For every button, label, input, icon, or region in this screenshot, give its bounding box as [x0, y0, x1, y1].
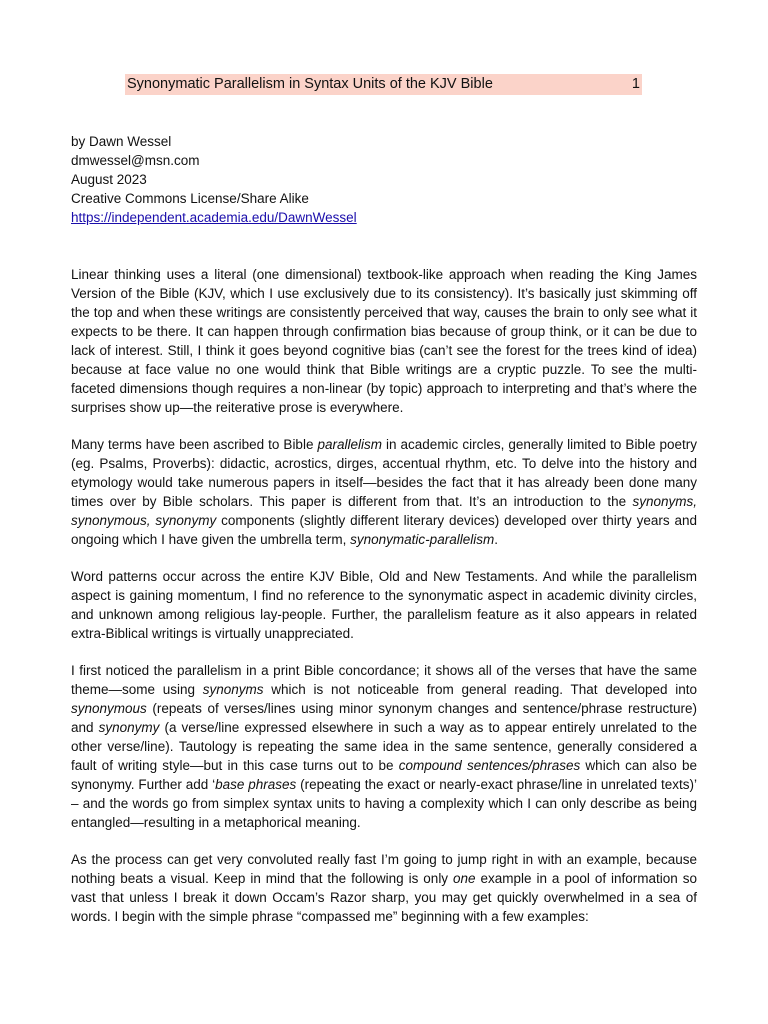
publication-date: August 2023 — [71, 172, 147, 187]
italic-term: parallelism — [317, 437, 382, 452]
paragraph-terms — [71, 435, 697, 549]
text-run: components (slightly different literary devices) developed over thirty years and ongoing which I have given the umbrella term, — [71, 513, 698, 547]
text-run: (a verse/line expressed elsewhere in such a way as to appear entirely unrelated to the other verse/line). Tautology is repeating the same idea in the same sentence, generally considered a fault of writing style—but in this case turns out to be — [71, 720, 698, 773]
paragraph-example-intro — [71, 850, 697, 926]
license-text: Creative Commons License/Share Alike — [71, 191, 309, 206]
text-run: As the process can get very convoluted really fast I’m going to jump right in with an example, because nothing beats a visual. Keep in mind that the following is only — [71, 852, 697, 886]
paragraph-intro: Linear thinking uses a literal (one dimensional) textbook-like approach when reading the King James Version of the Bible (KJV, which I use exclusively due to its consistency). It’s basically just skimming off the top and when these writings are consistently perceived that way, causes the brain to only see what it expects to be there. It can happen through confirmation bias because of group think, or it can be due to lack of interest. Still, I think it goes beyond cognitive bias (can’t see the forest for the trees kind of idea) because at face value no one would think that Bible writings are a cryptic puzzle. To see the multi-faceted dimensions though requires a non-linear (by topic) approach to interpreting and that’s where the surprises show up—the reiterative prose is everywhere. — [71, 267, 697, 415]
profile-link[interactable]: https://independent.academia.edu/DawnWessel — [71, 210, 357, 225]
text-run: . — [494, 532, 498, 547]
author-email: dmwessel@msn.com — [71, 153, 200, 168]
text-run: (repeats of verses/lines using minor synonym changes and sentence/phrase restructure) and — [71, 701, 697, 735]
running-header — [125, 74, 642, 95]
page-number: 1 — [631, 76, 640, 92]
text-run: example in a pool of information so vast that unless I break it down Occam’s Razor sharp, you may get quickly overwhelmed in a sea of words. I begin with the simple phrase “compassed me” beginning with a few examples: — [71, 871, 697, 924]
paragraph-word-patterns: Word patterns occur across the entire KJV Bible, Old and New Testaments. And while the parallelism aspect is gaining momentum, I find no reference to the synonymatic aspect in academic divinity circles, and unknown among religious lay-people. Further, the parallelism feature as it also appears in related extra-Biblical writings is virtually unappreciated. — [71, 569, 697, 641]
italic-term: base phrases — [215, 777, 297, 792]
italic-term: synonymatic-parallelism — [350, 532, 495, 547]
text-run: I first noticed the parallelism in a print Bible concordance; it shows all of the verses that have the same theme—some using — [71, 663, 697, 697]
paragraph-concordance — [71, 661, 697, 832]
text-run: which is not noticeable from general reading. That developed into — [263, 682, 697, 697]
text-run: Many terms have been ascribed to Bible — [71, 437, 318, 452]
italic-term: compound sentences/phrases — [398, 758, 581, 773]
italic-term: one — [453, 871, 476, 886]
italic-term: synonymous — [71, 701, 147, 716]
document-title: Synonymatic Parallelism in Syntax Units of the KJV Bible — [127, 76, 493, 92]
text-run: (repeating the exact or nearly-exact phrase/line in unrelated texts)’ – and the words go from simplex syntax units to having a complexity which I can only describe as being entangled—resulting in a metaphorical meaning. — [71, 777, 697, 830]
author-block — [71, 132, 357, 227]
text-run: in academic circles, generally limited to Bible poetry (eg. Psalms, Proverbs): didactic, acrostics, dirges, accentual rhythm, etc. To delve into the history and etymology would take numerous papers in itself—besides the fact that it has already been done many times over by Bible scholars. This paper is different from that. It’s an introduction to the — [71, 437, 697, 509]
italic-term: synonymy — [98, 720, 160, 735]
document-body — [71, 265, 697, 944]
text-run: which can also be synonymy. Further add ‘ — [71, 758, 697, 792]
italic-term: synonyms, synonymous, synonymy — [71, 494, 697, 528]
italic-term: synonyms — [202, 682, 264, 697]
author-name: by Dawn Wessel — [71, 134, 172, 149]
